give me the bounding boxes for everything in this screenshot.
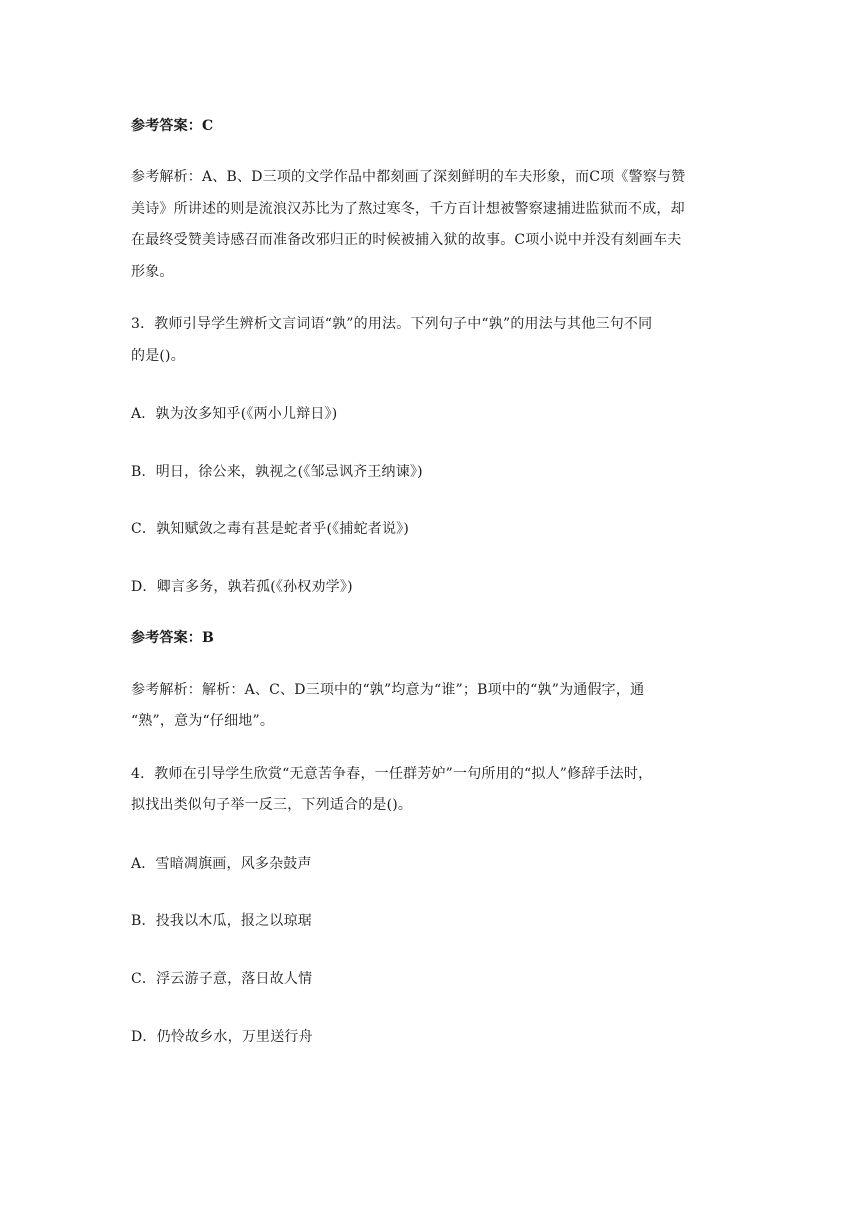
q2-analysis-line-1: 参考解析：A、B、D三项的文学作品中都刻画了深刻鲜明的车夫形象，而C项《警察与赞 bbox=[131, 169, 686, 185]
q3-answer: 参考答案：B bbox=[131, 630, 215, 646]
q3-stem-line-1: 3．教师引导学生辨析文言词语“孰”的用法。下列句子中“孰”的用法与其他三句不同 bbox=[131, 316, 653, 332]
q2-analysis-line-2: 美诗》所讲述的则是流浪汉苏比为了熬过寒冬，千方百计想被警察逮捕进监狱而不成，却 bbox=[131, 201, 685, 217]
q4-option-d: D．仍怜故乡水，万里送行舟 bbox=[131, 1029, 313, 1045]
q4-stem-line-2: 拟找出类似句子举一反三，下列适合的是()。 bbox=[131, 797, 413, 813]
q3-analysis-line-1: 参考解析：解析：A、C、D三项中的“孰”均意为“谁”；B项中的“孰”为通假字，通 bbox=[131, 682, 645, 698]
q3-stem-line-2: 的是()。 bbox=[131, 348, 185, 364]
q3-option-c: C．孰知赋敛之毒有甚是蛇者乎(《捕蛇者说》) bbox=[131, 521, 410, 537]
q3-option-d: D．卿言多务，孰若孤(《孙权劝学》) bbox=[131, 579, 353, 595]
q2-answer: 参考答案：C bbox=[131, 118, 214, 134]
q4-option-a: A．雪暗凋旗画，风多杂鼓声 bbox=[131, 856, 312, 872]
q3-option-b: B．明日，徐公来，孰视之(《邹忌讽齐王纳谏》) bbox=[131, 464, 423, 480]
q2-analysis-line-4: 形象。 bbox=[131, 264, 174, 280]
q3-option-a: A．孰为汝多知乎(《两小儿辩日》) bbox=[131, 406, 338, 422]
q3-analysis-line-2: “熟”，意为“仔细地”。 bbox=[131, 713, 275, 729]
q4-option-c: C．浮云游子意，落日故人情 bbox=[131, 971, 313, 987]
q4-stem-line-1: 4．教师在引导学生欣赏“无意苦争春，一任群芳妒”一句所用的“拟人”修辞手法时， bbox=[131, 766, 653, 782]
q2-analysis-line-3: 在最终受赞美诗感召而准备改邪归正的时候被捕入狱的故事。C项小说中并没有刻画车夫 bbox=[131, 232, 682, 248]
q4-option-b: B．投我以木瓜，报之以琼琚 bbox=[131, 913, 312, 929]
